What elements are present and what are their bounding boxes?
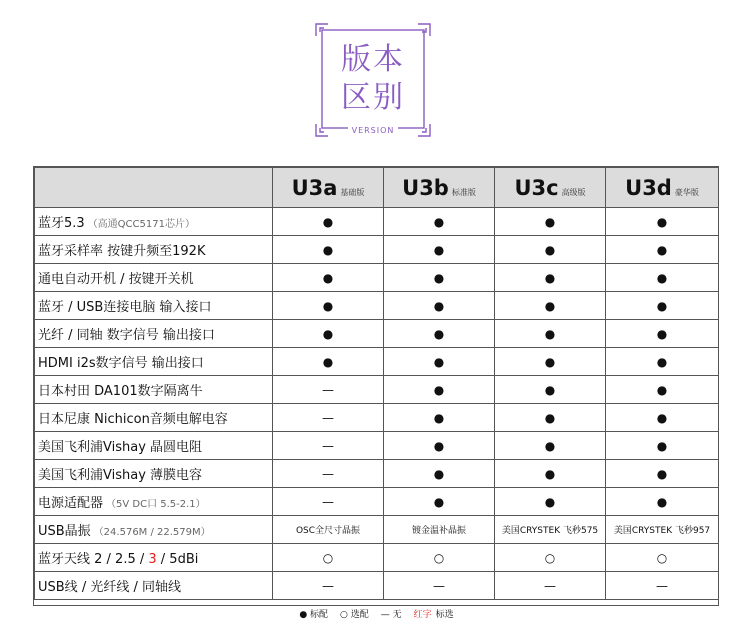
table-row [35,460,719,488]
value-cell: — [273,432,384,460]
value-cell: ● [606,376,719,404]
value-cell: ● [606,404,719,432]
table-row [35,348,719,376]
legend-row [35,600,719,627]
value-cell: ● [606,292,719,320]
value-cell: 镀金温补晶振 [384,516,495,544]
value-cell: ● [606,432,719,460]
value-cell: ● [273,348,384,376]
value-cell: ● [273,264,384,292]
value-cell: ● [495,432,606,460]
table-row [35,572,719,600]
value-cell: ● [495,292,606,320]
value-cell: — [273,572,384,600]
feature-cell: USB晶振 （24.576M / 22.579M） [35,516,273,544]
value-cell: ● [606,320,719,348]
value-cell: ○ [606,544,719,572]
value-cell: ○ [273,544,384,572]
table-row [35,208,719,236]
legend-none: — 无 [380,609,402,620]
value-cell: ● [495,264,606,292]
value-cell: ● [273,236,384,264]
value-cell: ● [495,460,606,488]
feature-cell: USB线 / 光纤线 / 同轴线 [35,572,273,600]
value-cell: ○ [495,544,606,572]
value-cell: ● [606,208,719,236]
feature-cell: 蓝牙采样率 按键升频至192K [35,236,273,264]
value-cell: 美国CRYSTEK 飞秒575 [495,516,606,544]
value-cell: ● [495,348,606,376]
value-cell: ● [606,236,719,264]
version-badge [314,22,432,138]
value-cell: ● [384,460,495,488]
value-cell: ● [384,208,495,236]
value-cell: ● [384,236,495,264]
feature-cell: 日本村田 DA101数字隔离牛 [35,376,273,404]
value-cell: 美国CRYSTEK 飞秒957 [606,516,719,544]
value-cell: ● [606,348,719,376]
value-cell: ○ [384,544,495,572]
table-row [35,264,719,292]
value-cell: ● [384,376,495,404]
value-cell: ● [495,320,606,348]
value-cell: ● [384,292,495,320]
value-cell: ● [495,376,606,404]
value-cell: ● [606,488,719,516]
feature-cell: 光纤 / 同轴 数字信号 输出接口 [35,320,273,348]
feature-cell: 蓝牙天线 2 / 2.5 / 3 / 5dBi [35,544,273,572]
value-cell: ● [495,404,606,432]
value-cell: OSC全尺寸晶振 [273,516,384,544]
badge-title-line1: 版本 [341,42,405,77]
value-cell: ● [606,460,719,488]
value-cell: ● [273,320,384,348]
feature-cell: 通电自动开机 / 按键开关机 [35,264,273,292]
value-cell: ● [384,488,495,516]
table-row [35,320,719,348]
table-row [35,432,719,460]
comparison-table [33,166,719,620]
table-header-row [35,168,719,208]
value-cell: ● [495,236,606,264]
value-cell: ● [495,208,606,236]
legend-optional: ○ 选配 [340,609,369,620]
badge-title-line2: 区别 [341,80,405,115]
value-cell: — [273,460,384,488]
feature-cell: 日本尼康 Nichicon音频电解电容 [35,404,273,432]
feature-cell: 蓝牙 / USB连接电脑 输入接口 [35,292,273,320]
table-row [35,404,719,432]
feature-cell: 美国飞利浦Vishay 晶圆电阻 [35,432,273,460]
feature-cell: 美国飞利浦Vishay 薄膜电容 [35,460,273,488]
feature-cell: 电源适配器 （5V DC口 5.5-2.1） [35,488,273,516]
table-row [35,236,719,264]
table-row [35,376,719,404]
legend-standard: ● 标配 [299,609,329,620]
table-row [35,516,719,544]
header-model-u3c: U3c 高级版 [495,168,606,208]
header-model-u3d: U3d 豪华版 [606,168,719,208]
value-cell: — [273,404,384,432]
feature-cell: HDMI i2s数字信号 输出接口 [35,348,273,376]
value-cell: ● [384,348,495,376]
value-cell: — [495,572,606,600]
value-cell: ● [384,264,495,292]
badge-subtitle: VERSION [351,126,395,135]
value-cell: ● [606,264,719,292]
legend-red-text: 红字 标选 [413,609,454,620]
value-cell: ● [384,320,495,348]
table-row [35,488,719,516]
header-model-u3a: U3a 基础版 [273,168,384,208]
value-cell: — [273,376,384,404]
value-cell: ● [273,208,384,236]
table-row [35,292,719,320]
value-cell: — [384,572,495,600]
value-cell: — [606,572,719,600]
legend [35,600,719,627]
value-cell: — [273,488,384,516]
value-cell: ● [384,432,495,460]
value-cell: ● [273,292,384,320]
feature-cell: 蓝牙5.3 （高通QCC5171芯片） [35,208,273,236]
value-cell: ● [384,404,495,432]
table-row [35,544,719,572]
header-blank-cell [35,168,273,208]
header-model-u3b: U3b 标准版 [384,168,495,208]
value-cell: ● [495,488,606,516]
